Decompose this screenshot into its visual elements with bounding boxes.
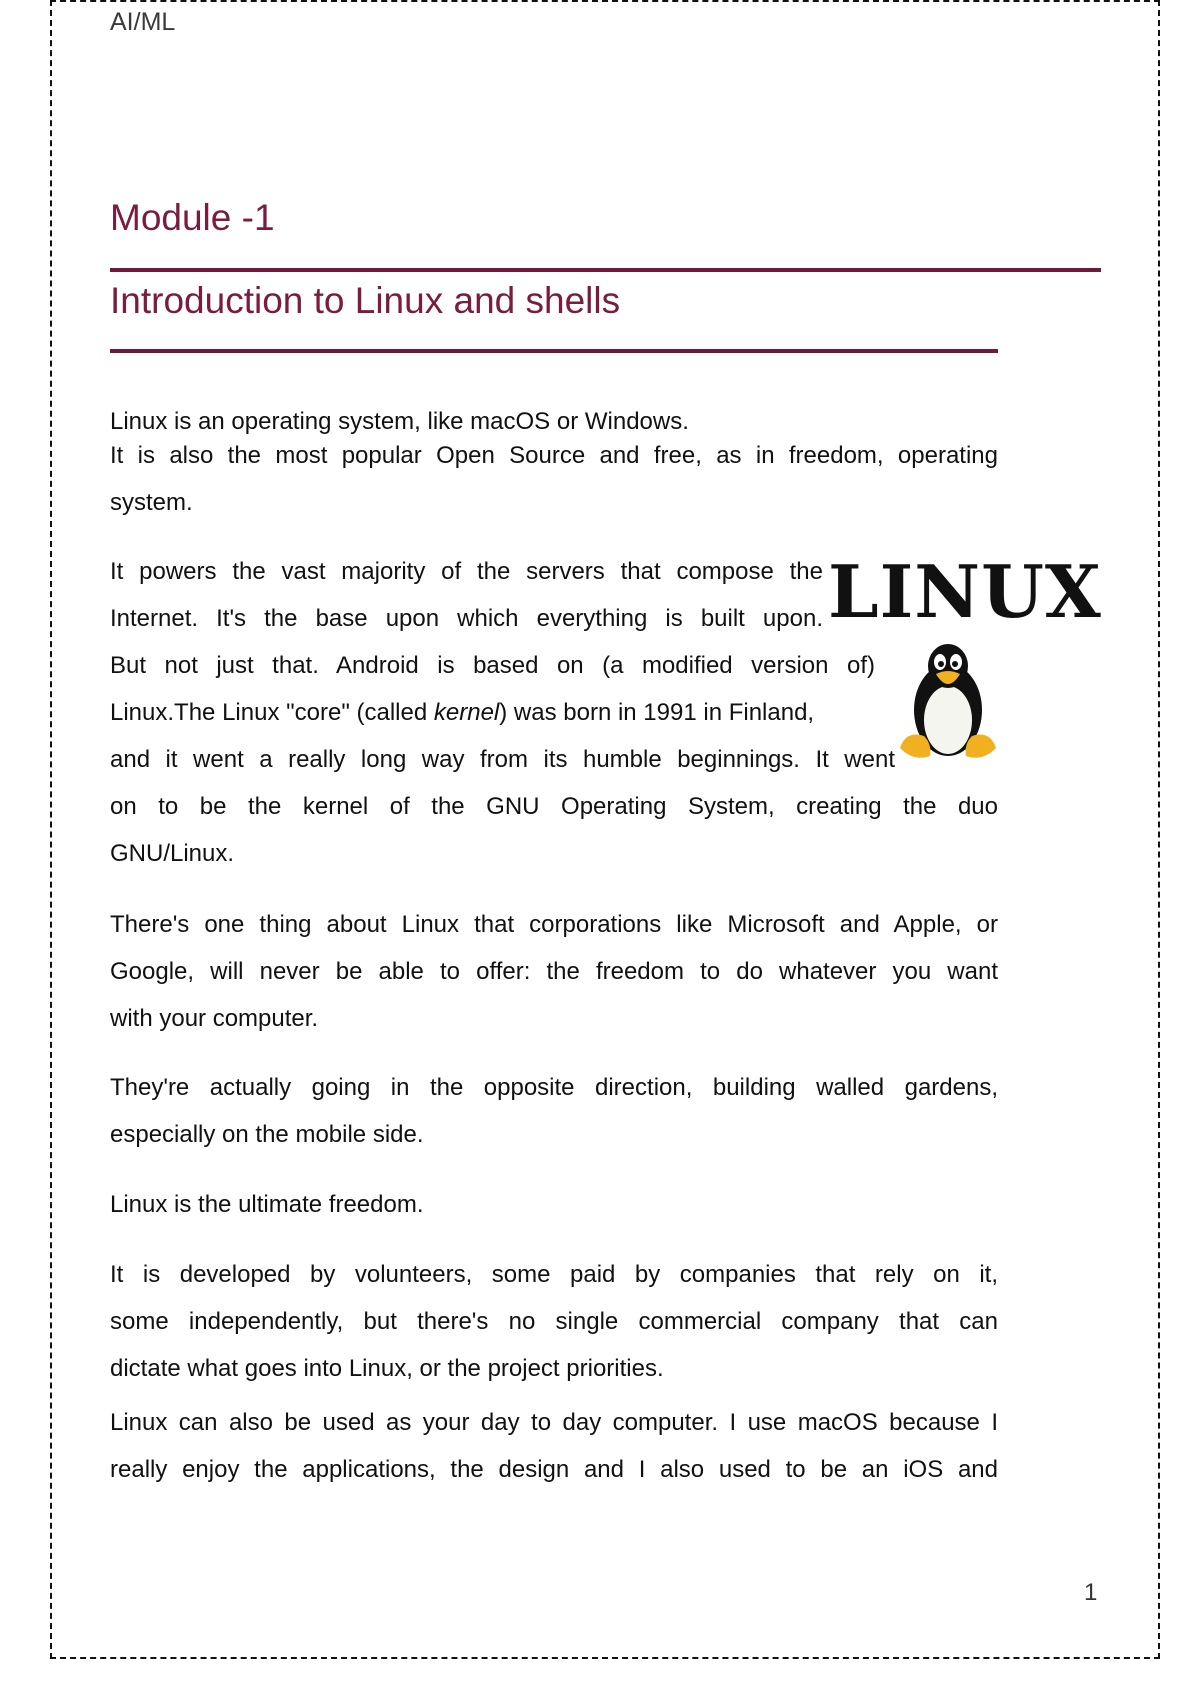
header-text: AI/ML xyxy=(110,8,176,36)
paragraph-1-line-1: Linux is an operating system, like macOS or Windows. xyxy=(110,408,689,435)
paragraph-2-line-2: Internet. It's the base upon which everything is built upon. xyxy=(110,605,823,632)
paragraph-3-line-3: with your computer. xyxy=(110,1005,319,1032)
paragraph-4-line-1: They're actually going in the opposite direction, building walled gardens, xyxy=(110,1074,998,1101)
module-title: Module -1 xyxy=(110,197,275,238)
linux-logo-text: LINUX xyxy=(828,549,1102,634)
paragraph-2-line-4-part-c: ) was born in 1991 in Finland, xyxy=(499,699,815,726)
paragraph-2-line-5: and it went a really long way from its humble beginnings. It went xyxy=(110,746,895,773)
paragraph-6-line-3: dictate what goes into Linux, or the project priorities. xyxy=(110,1355,664,1382)
paragraph-1-line-3: system. xyxy=(110,489,193,516)
paragraph-3-line-2: Google, will never be able to offer: the freedom to do whatever you want xyxy=(110,958,998,985)
paragraph-3-line-1: There's one thing about Linux that corporations like Microsoft and Apple, or xyxy=(110,911,998,938)
paragraph-2-line-6: on to be the kernel of the GNU Operating System, creating the duo xyxy=(110,793,998,820)
tux-penguin-icon xyxy=(896,640,1000,764)
paragraph-2-line-1: It powers the vast majority of the servers that compose the xyxy=(110,558,823,585)
paragraph-2-line-3: But not just that. Android is based on (a modified version of) xyxy=(110,652,875,679)
section-title: Introduction to Linux and shells xyxy=(110,280,621,321)
section-rule xyxy=(110,349,998,353)
page-number: 1 xyxy=(1084,1579,1098,1606)
paragraph-1-line-2: It is also the most popular Open Source and free, as in freedom, operating xyxy=(110,442,998,469)
paragraph-2-line-4 xyxy=(110,699,814,727)
paragraph-6-line-1: It is developed by volunteers, some paid by companies that rely on it, xyxy=(110,1261,998,1288)
paragraph-6-line-2: some independently, but there's no single commercial company that can xyxy=(110,1308,998,1335)
kernel-term: kernel xyxy=(433,699,500,726)
paragraph-2-line-4-part-a: Linux.The Linux "core" (called xyxy=(110,699,434,726)
paragraph-5-line-1: Linux is the ultimate freedom. xyxy=(110,1191,424,1218)
paragraph-7-line-2: really enjoy the applications, the design and I also used to be an iOS and xyxy=(110,1456,998,1483)
title-rule xyxy=(110,268,1101,272)
paragraph-7-line-1: Linux can also be used as your day to day computer. I use macOS because I xyxy=(110,1409,998,1436)
paragraph-2-line-7: GNU/Linux. xyxy=(110,840,235,867)
paragraph-4-line-2: especially on the mobile side. xyxy=(110,1121,424,1148)
